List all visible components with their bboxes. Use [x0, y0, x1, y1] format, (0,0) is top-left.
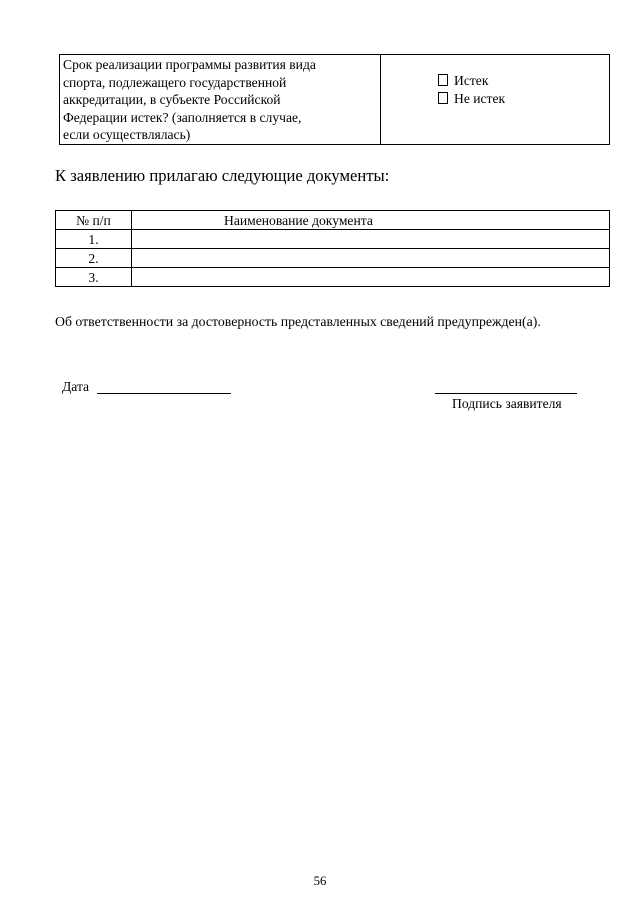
- row-number-cell: 3.: [56, 268, 132, 287]
- table-header-row: [56, 211, 610, 230]
- responsibility-statement: Об ответственности за достоверность представленных сведений предупрежден(а).: [55, 314, 541, 329]
- question-line: спорта, подлежащего государственной: [63, 74, 287, 90]
- checkbox-icon[interactable]: [438, 92, 448, 104]
- document-name-cell[interactable]: [132, 249, 610, 268]
- question-cell: [60, 55, 381, 145]
- date-field-line[interactable]: [97, 393, 231, 394]
- signature-label: Подпись заявителя: [452, 396, 562, 411]
- table-row: [56, 230, 610, 249]
- document-name-cell[interactable]: [132, 230, 610, 249]
- row-number-cell: 1.: [56, 230, 132, 249]
- table-row: [60, 55, 610, 145]
- option-label: Не истек: [454, 90, 506, 106]
- column-header-number: № п/п: [56, 211, 132, 230]
- date-label: Дата: [62, 379, 90, 394]
- option-not-expired[interactable]: [438, 90, 609, 108]
- table-row: [56, 249, 610, 268]
- accreditation-question-table: [59, 54, 610, 145]
- signature-field-line[interactable]: [435, 393, 577, 394]
- checkbox-icon[interactable]: [438, 74, 448, 86]
- question-line: аккредитации, в субъекте Российской: [63, 92, 281, 107]
- row-number-cell: 2.: [56, 249, 132, 268]
- options-cell: [381, 55, 610, 145]
- table-row: [56, 268, 610, 287]
- option-label: Истек: [454, 73, 489, 88]
- option-expired[interactable]: [438, 72, 609, 90]
- question-line: если осуществлялась): [63, 127, 191, 142]
- column-header-document-name: Наименование документа: [132, 211, 610, 230]
- page-number: 56: [313, 874, 327, 888]
- question-line: Срок реализации программы развития вида: [63, 57, 316, 72]
- document-name-cell[interactable]: [132, 268, 610, 287]
- documents-table: [55, 210, 610, 287]
- question-line: Федерации истек? (заполняется в случае,: [63, 109, 302, 125]
- documents-heading: К заявлению прилагаю следующие документы:: [55, 166, 390, 185]
